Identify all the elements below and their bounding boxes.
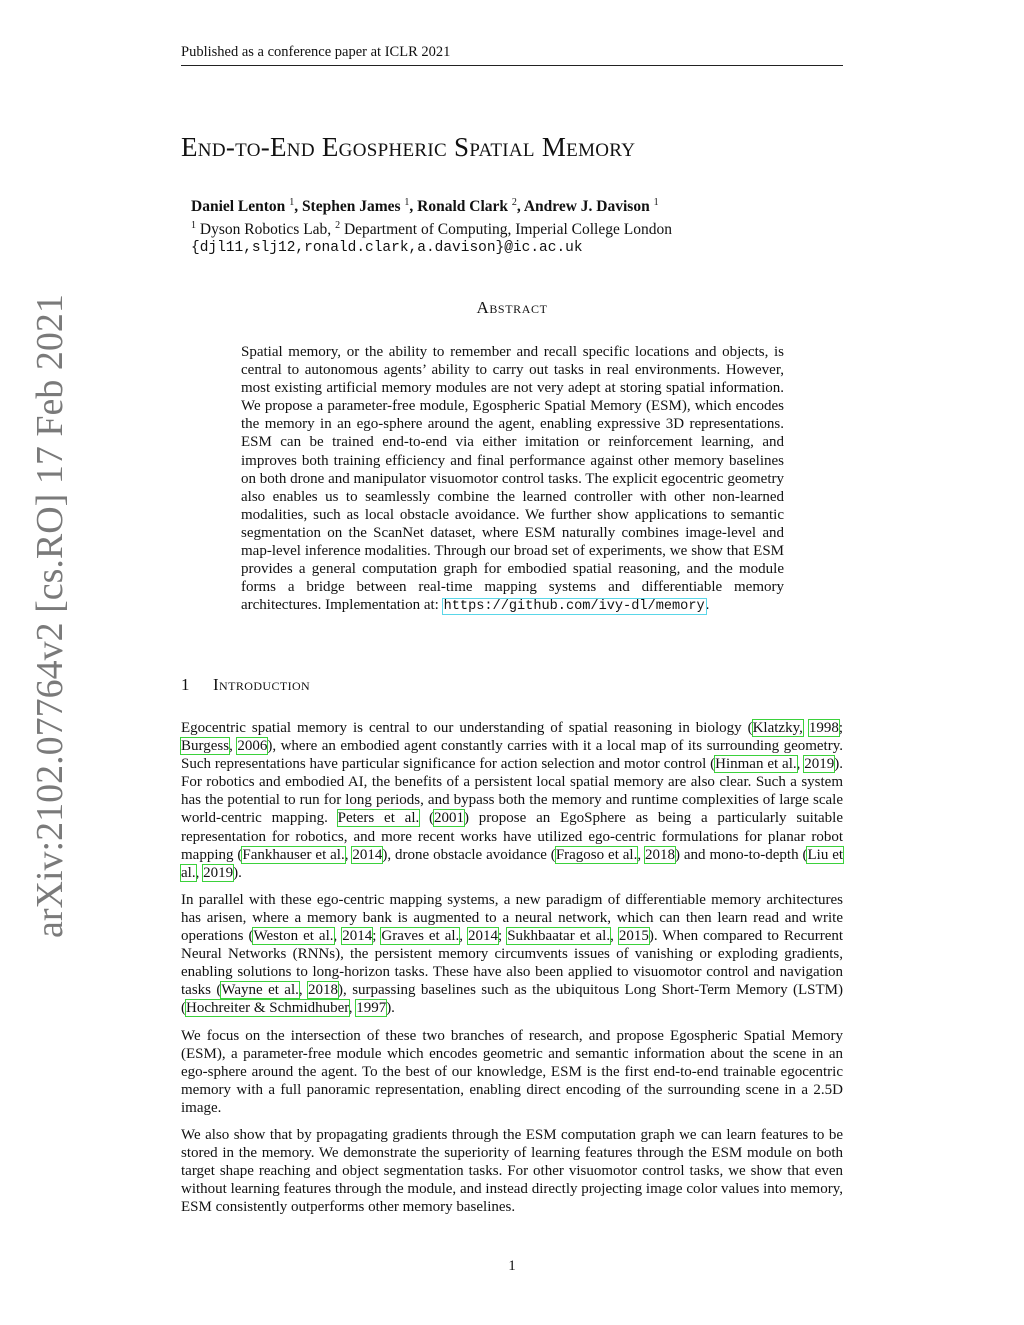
paragraph: Egocentric spatial memory is central to our understanding of spatial reasoning in biology (Klatzky, 1998; Burgess, 2006), where an embodied agent constantly carries with it a local map of its surrounding geometry. Such representations have particular significance for action selection and motor control (Hinman et al., 2019). For robotics and embodied AI, the benefits of a persistent local spatial memory are also clear. Such a system has the potential to run for long periods, and bypass both the memory and runtime complexities of large scale world-centric mapping. Peters et al. (2001) propose an EgoSphere as being a particularly suitable representation for robotics, and more recent works have utilized ego-centric formulations for planar robot mapping (Fankhauser et al., 2014), drone obstacle avoidance (Fragoso et al., 2018) and mono-to-depth (Liu et al., 2019). xyxy=(181,720,844,881)
citation-link[interactable]: 1997 xyxy=(356,1000,387,1017)
paragraph: In parallel with these ego-centric mapping systems, a new paradigm of differentiable memory architectures has arisen, where a memory bank is augmented to a neural network, which can then learn read and write operations (Weston et al., 2014; Graves et al., 2014; Sukhbaatar et al., 2015). When compared to Recurrent Neural Networks (RNNs), the persistent memory circumvents issues of vanishing or exploding gradients, enabling solutions to long-horizon tasks. These have also been applied to visuomotor control and navigation tasks (Wayne et al., 2018), surpassing baselines such as the ubiquitous Long Short-Term Memory (LSTM) (Hochreiter & Schmidhuber, 1997). xyxy=(181,891,844,1017)
citation-link[interactable]: Burgess xyxy=(181,738,230,755)
affiliation-marker: 1 xyxy=(191,220,196,232)
author-name: Ronald Clark xyxy=(417,198,509,216)
running-header: Published as a conference paper at ICLR 2021 xyxy=(181,44,843,66)
author-names: Daniel Lenton $^1$, Stephen James $^1$, Ronald Clark $^2$, Andrew J. Davison $^1$ xyxy=(191,197,659,216)
affiliation-marker: 1 xyxy=(289,197,295,208)
author-name: Stephen James xyxy=(301,198,401,216)
citation-link[interactable]: 2001 xyxy=(434,810,465,827)
citation-link[interactable]: Fankhauser et al. xyxy=(242,846,345,863)
citation-link[interactable]: Peters et al. xyxy=(337,810,420,827)
citation-link[interactable]: 2018 xyxy=(645,846,675,863)
paragraph: We focus on the intersection of these two branches of research, and propose Egospheric Spatial Memory (ESM), a parameter-free module which encodes geometric and semantic information about the scene in an ego-sphere around the agent. To the best of our knowledge, ESM is the first end-to-end trainable egocentric memory with a full panoramic representation, enabling direct encoding of the surrounding scene in a 2.5D image. xyxy=(181,1027,843,1116)
citation-link[interactable]: 2019 xyxy=(203,864,234,881)
page-number: 1 xyxy=(508,1258,516,1274)
author-block xyxy=(191,193,831,258)
paragraph: We also show that by propagating gradients through the ESM computation graph we can learn features to be stored in the memory. We demonstrate the superiority of learning features through the ESM module on both target shape reaching and object segmentation tasks. For other visuomotor control tasks, we show that even without learning features through the module, and instead directly projecting image color values into memory, ESM consistently outperforms other memory baselines. xyxy=(181,1126,843,1216)
abstract-body: Spatial memory, or the ability to remember and recall specific locations and objects, is central to autonomous agents’ ability to carry out tasks in real environments. However, most existing artificial memory modules are not very adept at storing spatial information. We propose a parameter-free module, Egospheric Spatial Memory (ESM), which encodes the memory in an ego-sphere around the agent, enabling expressive 3D representations. ESM can be trained end-to-end via either imitation or reinforcement learning, and improves both training efficiency and final performance against other memory baselines on both drone and manipulator visuomotor control tasks. The explicit egocentric geometry also enables us to seamlessly combine the learned controller with other non-learned modalities, such as local obstacle avoidance. We further show applications to semantic segmentation on the ScanNet dataset, where ESM naturally combines image-level and map-level inference modalities. Through our broad set of experiments, we show that ESM provides a general computation graph for embodied spatial reasoning, and the module forms a bridge between real-time mapping systems and differentiable memory architectures. Implementation at: https://github.com/ivy-dl/memory. xyxy=(241,344,784,615)
citation-link[interactable]: 2014 xyxy=(468,928,499,945)
code-url-link[interactable]: https://github.com/ivy-dl/memory xyxy=(443,599,705,615)
citation-link[interactable]: Graves et al. xyxy=(381,928,460,945)
paper-title: End-to-End Egospheric Spatial Memory xyxy=(181,132,636,162)
citation-link[interactable]: 2019 xyxy=(804,756,835,773)
citation-link[interactable]: Wayne et al. xyxy=(221,982,299,999)
affiliation-marker: 1 xyxy=(404,197,410,208)
citation-link[interactable]: 2014 xyxy=(342,928,373,945)
abstract-text: Spatial memory, or the ability to remember and recall specific locations and objects, is central to autonomous agents’ ability to carry out tasks in real environments. However, most existing artificial memory modules are not very adept at storing spatial information. We propose a parameter-free module, Egospheric Spatial Memory (ESM), which encodes the memory in an ego-sphere around the agent, enabling expressive 3D representations. ESM can be trained end-to-end via either imitation or reinforcement learning, and improves both training efficiency and final performance against other memory baselines on both drone and manipulator visuomotor control tasks. The explicit egocentric geometry also enables us to seamlessly combine the learned controller with other non-learned modalities, such as local obstacle avoidance. We further show applications to semantic segmentation on the ScanNet dataset, where ESM naturally combines image-level and map-level inference modalities. Through our broad set of experiments, we show that ESM provides a general computation graph for embodied spatial reasoning, and the module forms a bridge between real-time mapping systems and differentiable memory architectures. Implementation at: xyxy=(241,344,784,614)
introduction-body xyxy=(181,719,843,1225)
citation-link[interactable]: 2006 xyxy=(237,738,268,755)
citation-link[interactable]: Weston et al. xyxy=(253,928,334,945)
abstract-heading: Abstract xyxy=(476,298,548,317)
affiliation: Department of Computing, Imperial College London xyxy=(343,221,672,239)
author-emails: {djl11,slj12,ronald.clark,a.davison}@ic.ac.uk xyxy=(191,240,583,257)
citation-link[interactable]: Sukhbaatar et al. xyxy=(507,928,611,945)
section-heading-introduction xyxy=(181,675,843,695)
citation-link[interactable]: Liu et al. xyxy=(181,846,844,881)
author-name: Andrew J. Davison xyxy=(523,198,650,216)
arxiv-identifier-stamp[interactable]: arXiv:2102.07764v2 [cs.RO] 17 Feb 2021 xyxy=(29,294,71,938)
citation-link[interactable]: Hochreiter & Schmidhuber xyxy=(186,1000,349,1017)
citation-link[interactable]: 1998 xyxy=(808,720,839,736)
citation-link[interactable]: Klatzky, xyxy=(752,720,803,736)
affiliations xyxy=(191,216,831,239)
affiliation-marker: 2 xyxy=(511,197,517,208)
section-number: 1 xyxy=(181,675,190,694)
citation-link[interactable]: Fragoso et al. xyxy=(555,846,638,863)
citation-link[interactable]: 2018 xyxy=(308,982,339,999)
affiliation-marker: 1 xyxy=(653,197,659,208)
citation-link[interactable]: Hinman et al. xyxy=(715,756,797,773)
citation-link[interactable]: 2015 xyxy=(618,928,649,945)
citation-link[interactable]: 2014 xyxy=(352,846,383,863)
affiliation: Dyson Robotics Lab, xyxy=(199,221,332,239)
section-title: Introduction xyxy=(213,675,311,694)
affiliation-marker: 2 xyxy=(335,220,341,232)
author-name: Daniel Lenton xyxy=(191,198,286,216)
